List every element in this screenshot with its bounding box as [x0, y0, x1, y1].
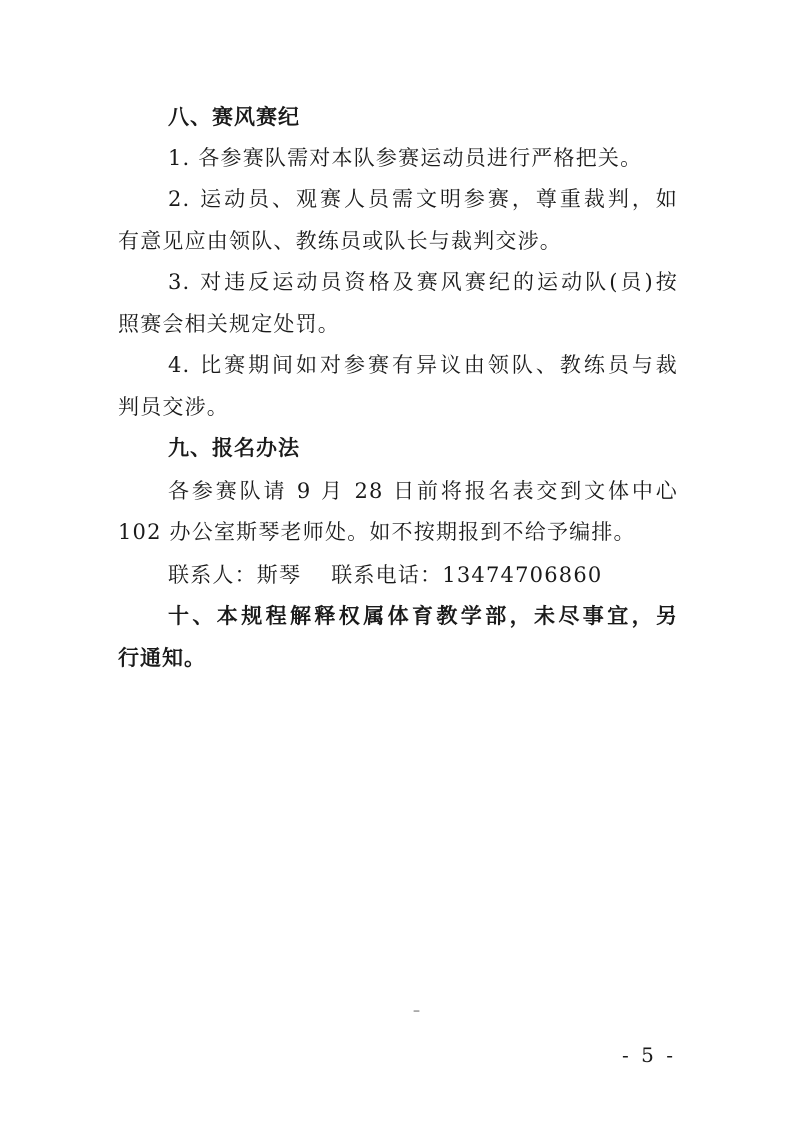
contact-info: 联系人：斯琴 联系电话：13474706860 — [168, 563, 603, 587]
section-10-line-2: 行通知。 — [118, 646, 206, 670]
footer-dash: – — [413, 1003, 420, 1019]
section-9-paragraph-line-1: 各参赛队请 9 月 28 日前将报名表交到文体中心 — [168, 479, 678, 503]
section-9-heading: 九、报名办法 — [168, 436, 300, 460]
section-8-item-4-line-2: 判员交涉。 — [118, 395, 229, 419]
section-9-paragraph-line-2: 102 办公室斯琴老师处。如不按期报到不给予编排。 — [118, 520, 636, 544]
section-10-line-1: 十、本规程解释权属体育教学部，未尽事宜，另 — [168, 604, 678, 628]
section-8-heading: 八、赛风赛纪 — [168, 105, 300, 129]
section-8-item-1: 1. 各参赛队需对本队参赛运动员进行严格把关。 — [168, 146, 643, 170]
section-8-item-2-line-2: 有意见应由领队、教练员或队长与裁判交涉。 — [118, 229, 562, 253]
section-8-item-2-line-1: 2. 运动员、观赛人员需文明参赛，尊重裁判，如 — [168, 187, 678, 211]
section-8-item-3-line-2: 照赛会相关规定处罚。 — [118, 312, 340, 336]
section-8-item-4-line-1: 4. 比赛期间如对参赛有异议由领队、教练员与裁 — [168, 353, 678, 377]
section-8-item-3-line-1: 3. 对违反运动员资格及赛风赛纪的运动队(员)按 — [168, 270, 678, 294]
page-number: - 5 - — [622, 1043, 676, 1067]
